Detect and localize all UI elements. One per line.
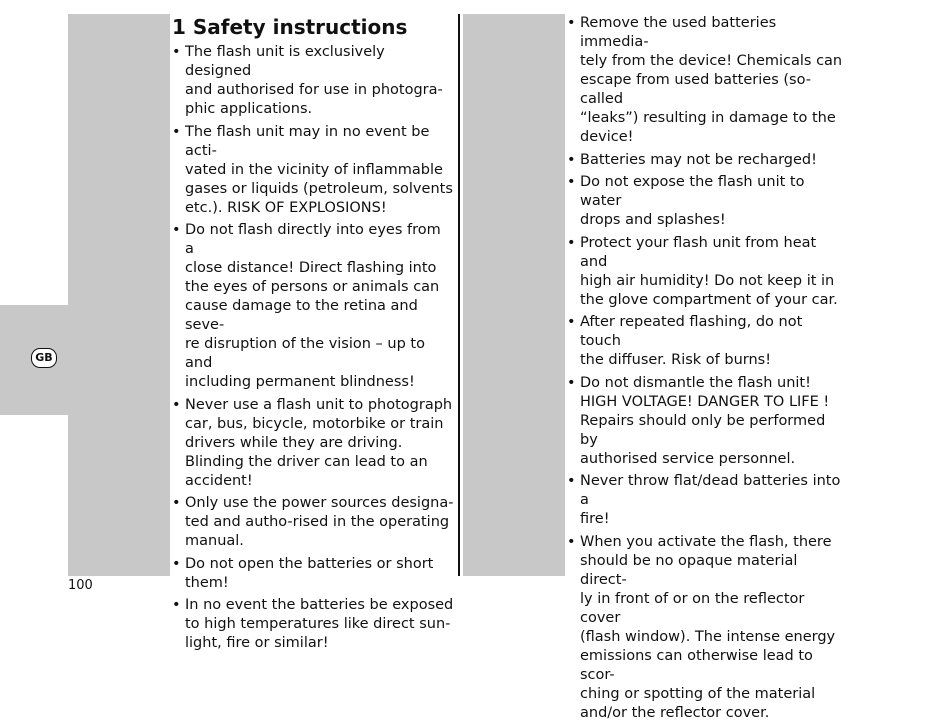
list-item: • Protect your flash unit from heat and high air humidity! Do not keep it in the glove compartment of your car. [567, 234, 847, 310]
list-item: • The flash unit may in no event be acti- vated in the vicinity of inflammable gases or liquids (petroleum, solvents etc.). RISK OF EXPLOSIONS! [172, 123, 454, 218]
page-number: 100 [68, 578, 93, 593]
list-item: • Only use the power sources designa- ted and autho-rised in the operating manual. [172, 494, 454, 551]
right-margin-band [463, 14, 565, 576]
column-divider [458, 14, 460, 576]
language-badge: GB [31, 348, 57, 368]
list-item: • When you activate the flash, there should be no opaque material direct- ly in front of or on the reflector cover (flash window). The intense energy emissions can otherwise lead to scor- ching or spotting of the material and/or the reflector cover. [567, 533, 847, 723]
list-item: • Do not expose the flash unit to water drops and splashes! [567, 173, 847, 230]
list-item: • Never throw flat/dead batteries into a fire! [567, 472, 847, 529]
safety-list-left [172, 43, 454, 653]
left-text-column [172, 14, 454, 657]
list-item: • Batteries may not be recharged! [567, 151, 847, 170]
right-text-column [567, 14, 847, 726]
list-item: • Do not dismantle the flash unit! HIGH VOLTAGE! DANGER TO LIFE ! Repairs should only be performed by authorised service personnel. [567, 374, 847, 469]
list-item: • The flash unit is exclusively designed and authorised for use in photogra- phic applications. [172, 43, 454, 119]
list-item: • Remove the used batteries immedia- tely from the device! Chemicals can escape from used batteries (so-called “leaks”) resulting in damage to the device! [567, 14, 847, 147]
list-item: • Do not open the batteries or short them! [172, 555, 454, 593]
list-item: • After repeated flashing, do not touch the diffuser. Risk of burns! [567, 313, 847, 370]
list-item: • In no event the batteries be exposed to high temperatures like direct sun- light, fire or similar! [172, 596, 454, 653]
list-item: • Never use a flash unit to photograph car, bus, bicycle, motorbike or train drivers while they are driving. Blinding the driver can lead to an accident! [172, 396, 454, 491]
left-margin-band [68, 14, 170, 576]
list-item: • Do not flash directly into eyes from a close distance! Direct flashing into the eyes of persons or animals can cause damage to the retina and seve- re disruption of the vision – up to and including permanent blindness! [172, 221, 454, 392]
section-title: 1 Safety instructions [172, 15, 408, 39]
safety-list-right [567, 14, 847, 723]
